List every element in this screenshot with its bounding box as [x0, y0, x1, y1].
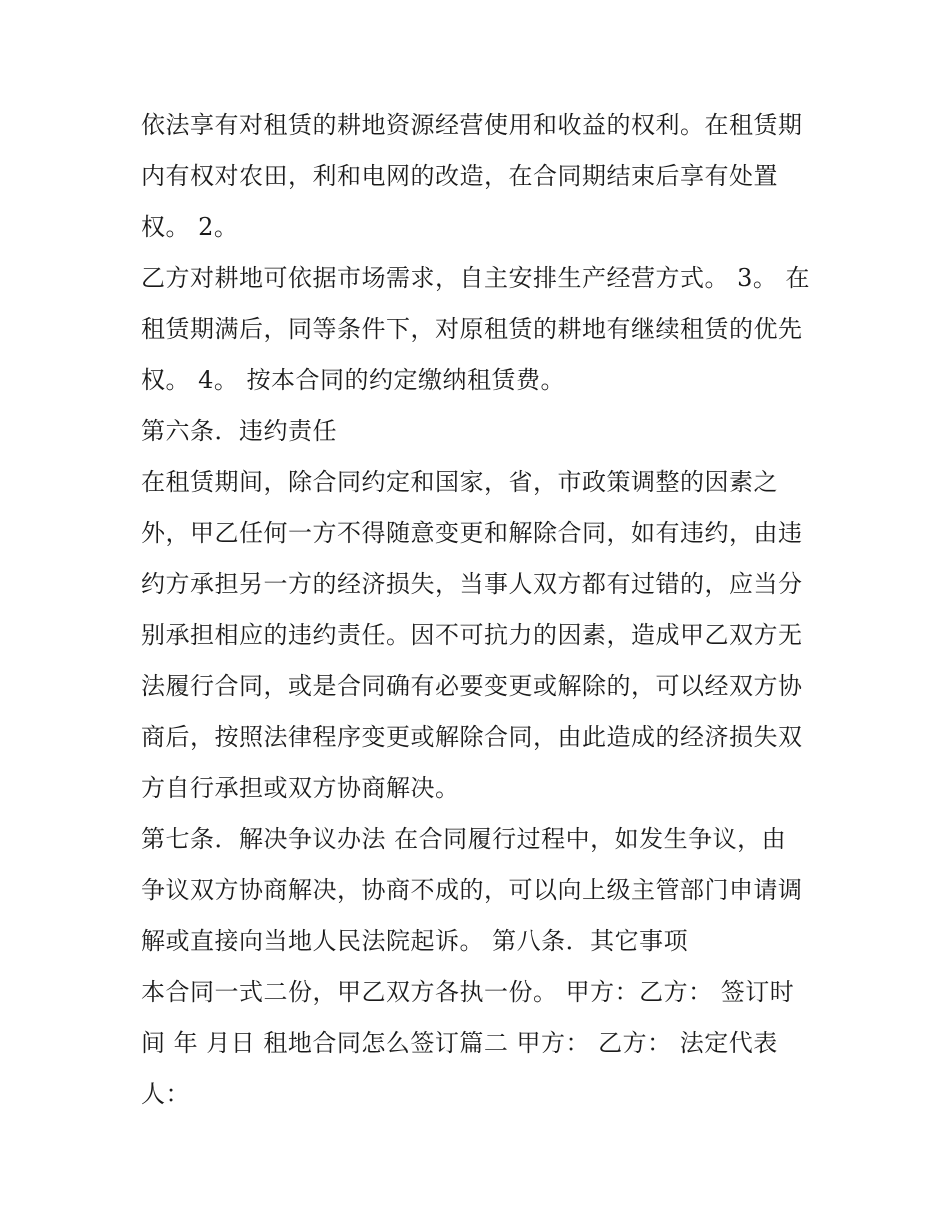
text-line: 依法享有对租赁的耕地资源经营使用和收益的权利。在租赁期: [141, 111, 803, 139]
text-line: 商后，按照法律程序变更或解除合同，由此造成的经济损失双: [141, 723, 803, 751]
text-line: 别承担相应的违约责任。因不可抗力的因素，造成甲乙双方无: [141, 621, 803, 649]
text-line: 权。 2。: [141, 213, 239, 241]
text-line: 外，甲乙任何一方不得随意变更和解除合同，如有违约，由违: [141, 519, 803, 547]
section-heading-article-7: 第七条．解决争议办法 在合同履行过程中，如发生争议，由: [141, 825, 787, 853]
text-line: 解或直接向当地人民法院起诉。 第八条．其它事项: [141, 927, 689, 955]
text-line: 权。 4。 按本合同的约定缴纳租赁费。: [141, 366, 566, 394]
text-line: 内有权对农田，利和电网的改造，在合同期结束后享有处置: [141, 162, 778, 190]
text-line: 间 年 月日 租地合同怎么签订篇二 甲方： 乙方： 法定代表: [141, 1029, 778, 1057]
text-line: 本合同一式二份，甲乙双方各执一份。 甲方：乙方： 签订时: [141, 978, 795, 1006]
text-line: 乙方对耕地可依据市场需求，自主安排生产经营方式。 3。 在: [141, 264, 811, 292]
text-line: 人：: [141, 1080, 190, 1108]
text-line: 租赁期满后，同等条件下，对原租赁的耕地有继续租赁的优先: [141, 315, 803, 343]
text-line: 方自行承担或双方协商解决。: [141, 774, 460, 802]
text-line: 法履行合同，或是合同确有必要变更或解除的，可以经双方协: [141, 672, 803, 700]
section-heading-article-6: 第六条．违约责任: [141, 417, 337, 445]
text-line: 在租赁期间，除合同约定和国家，省，市政策调整的因素之: [141, 468, 778, 496]
contract-body-text: [141, 100, 821, 1120]
text-line: 争议双方协商解决，协商不成的，可以向上级主管部门申请调: [141, 876, 803, 904]
text-line: 约方承担另一方的经济损失，当事人双方都有过错的，应当分: [141, 570, 803, 598]
